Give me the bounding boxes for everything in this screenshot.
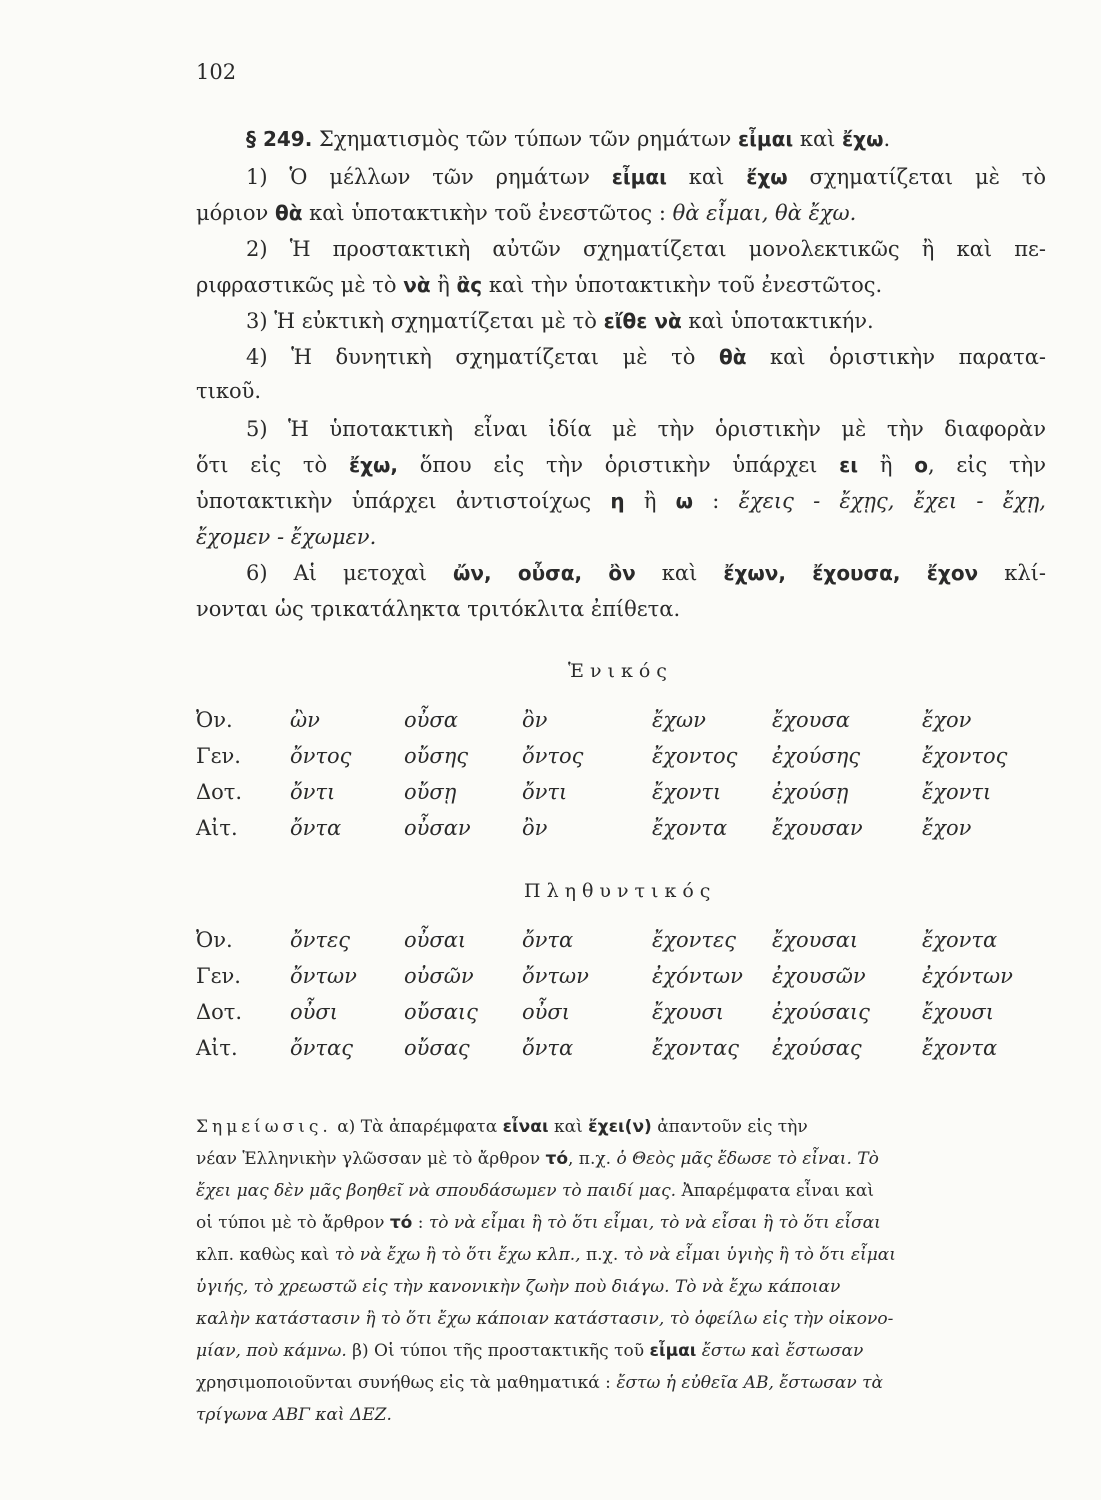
form-cell: ἔχοντες: [652, 928, 737, 952]
note-line-8: μίαν, ποὺ κάμνω. β) Οἱ τύποι τῆς προστακτικῆς τοῦ εἶμαι ἔστω καὶ ἔστωσαν: [196, 1341, 864, 1361]
case-label: Γεν.: [196, 964, 241, 988]
note-line-5: κλπ. καθὼς καὶ τὸ νὰ ἔχω ἢ τὸ ὅτι ἔχω κλπ., π.χ. τὸ νὰ εἶμαι ὑγιὴς ἢ τὸ ὅτι εἶμαι: [196, 1245, 896, 1265]
form-cell: οὔσαις: [404, 1000, 478, 1024]
case-label: Ὀν.: [196, 928, 233, 952]
form-cell: ὄντα: [522, 1036, 574, 1060]
paragraph-1-line-2: μόριον θὰ καὶ ὑποτακτικὴν τοῦ ἐνεστῶτος : θὰ εἶμαι, θὰ ἔχω.: [196, 201, 857, 225]
note-line-6: ὑγιής, τὸ χρεωστῶ εἰς τὴν κανονικὴν ζωὴν ποὺ διάγω. Τὸ νὰ ἔχω κάποιαν: [196, 1277, 841, 1297]
form-cell: ἐχούσας: [772, 1036, 862, 1060]
note-line-3: ἔχει μας δὲν μᾶς βοηθεῖ νὰ σπουδάσωμεν τὸ παιδί μας. Ἀπαρέμφατα εἶναι καὶ: [196, 1181, 875, 1201]
form-cell: οὐσῶν: [404, 964, 474, 988]
form-cell: ἔχοντος: [922, 744, 1008, 768]
paragraph-6-line-2: νονται ὡς τρικατάληκτα τριτόκλιτα ἐπίθετα.: [196, 597, 681, 621]
form-cell: ἔχοντα: [652, 816, 728, 840]
form-cell: ὄντος: [522, 744, 584, 768]
form-cell: ὂν: [522, 816, 548, 840]
form-cell: ἔχοντας: [652, 1036, 739, 1060]
paragraph-5-line-3: ὑποτακτικὴν ὑπάρχει ἀντιστοίχως η ἢ ω : ἔχεις - ἔχῃς, ἔχει - ἔχῃ,: [196, 489, 1046, 513]
form-cell: ὂν: [522, 708, 548, 732]
form-cell: ἔχοντος: [652, 744, 738, 768]
form-cell: ἔχοντι: [922, 780, 992, 804]
form-cell: ἐχόντων: [652, 964, 743, 988]
form-cell: ἐχούσῃ: [772, 780, 849, 804]
paragraph-2-line-2: ριφραστικῶς μὲ τὸ νὰ ἢ ἂς καὶ τὴν ὑποτακτικὴν τοῦ ἐνεστῶτος.: [196, 273, 883, 297]
form-cell: ἔχων: [652, 708, 706, 732]
paragraph-5-line-2: ὅτι εἰς τὸ ἔχω, ὅπου εἰς τὴν ὁριστικὴν ὑπάρχει ει ἢ ο, εἰς τὴν: [196, 453, 1047, 477]
form-cell: οὖσαν: [404, 816, 471, 840]
paragraph-2-line-1: 2) Ἡ προστακτικὴ αὐτῶν σχηματίζεται μονολεκτικῶς ἢ καὶ πε-: [246, 237, 1046, 261]
plural-title: Πληθυντικός: [524, 880, 717, 902]
form-cell: ἐχόντων: [922, 964, 1013, 988]
form-cell: οὔσας: [404, 1036, 470, 1060]
form-cell: οὔσης: [404, 744, 469, 768]
note-line-2: νέαν Ἑλληνικὴν γλῶσσαν μὲ τὸ ἄρθρον τό, π.χ. ὁ Θεὸς μᾶς ἔδωσε τὸ εἶναι. Τὸ: [196, 1149, 879, 1169]
form-cell: ἔχουσαν: [772, 816, 863, 840]
case-label: Ὀν.: [196, 708, 233, 732]
note-line-9: χρησιμοποιοῦνται συνήθως εἰς τὰ μαθηματικά : ἔστω ἡ εὐθεῖα ΑΒ, ἔστωσαν τὰ: [196, 1373, 883, 1393]
case-label: Αἰτ.: [196, 816, 238, 840]
form-cell: ὄντων: [290, 964, 357, 988]
paragraph-5-line-4: ἔχομεν - ἔχωμεν.: [196, 525, 377, 549]
form-cell: ἐχουσῶν: [772, 964, 866, 988]
form-cell: ἔχουσι: [922, 1000, 994, 1024]
form-cell: ἔχον: [922, 708, 972, 732]
form-cell: ὄντας: [290, 1036, 353, 1060]
section-heading: § 249. Σχηματισμὸς τῶν τύπων τῶν ρημάτων εἶμαι καὶ ἔχω.: [246, 127, 891, 151]
singular-title: Ἑνικός: [568, 660, 673, 682]
form-cell: ἐχούσαις: [772, 1000, 870, 1024]
form-cell: ὄντι: [522, 780, 568, 804]
form-cell: ὄντος: [290, 744, 352, 768]
paragraph-6-line-1: 6) Αἱ μετοχαὶ ὤν, οὖσα, ὂν καὶ ἔχων, ἔχουσα, ἔχον κλί-: [246, 561, 1046, 585]
form-cell: οὖσα: [404, 708, 458, 732]
page-number: 102: [196, 60, 237, 84]
case-label: Γεν.: [196, 744, 241, 768]
case-label: Δοτ.: [196, 780, 243, 804]
form-cell: οὖσαι: [404, 928, 467, 952]
paragraph-5-line-1: 5) Ἡ ὑποτακτικὴ εἶναι ἰδία μὲ τὴν ὁριστικὴν μὲ τὴν διαφορὰν: [246, 417, 1046, 441]
paragraph-3: 3) Ἡ εὐκτικὴ σχηματίζεται μὲ τὸ εἴθε νὰ καὶ ὑποτακτικήν.: [246, 309, 874, 333]
form-cell: ἔχοντα: [922, 1036, 998, 1060]
note-line-7: καλὴν κατάστασιν ἢ τὸ ὅτι ἔχω κάποιαν κατάστασιν, τὸ ὀφείλω εἰς τὴν οἰκονο-: [196, 1309, 894, 1329]
note-line-1: Σημείωσις. α) Τὰ ἀπαρέμφατα εἶναι καὶ ἔχει(ν) ἀπαντοῦν εἰς τὴν: [196, 1117, 808, 1137]
paragraph-4-line-2: τικοῦ.: [196, 379, 262, 403]
form-cell: ἔχουσι: [652, 1000, 724, 1024]
note-line-10: τρίγωνα ΑΒΓ καὶ ΔΕΖ.: [196, 1405, 392, 1425]
form-cell: ὄντα: [290, 816, 342, 840]
form-cell: ἐχούσης: [772, 744, 861, 768]
paragraph-1-line-1: 1) Ὁ μέλλων τῶν ρημάτων εἶμαι καὶ ἔχω σχηματίζεται μὲ τὸ: [246, 165, 1046, 189]
form-cell: ἔχοντα: [922, 928, 998, 952]
case-label: Αἰτ.: [196, 1036, 238, 1060]
form-cell: ἔχον: [922, 816, 972, 840]
paragraph-4-line-1: 4) Ἡ δυνητικὴ σχηματίζεται μὲ τὸ θὰ καὶ ὁριστικὴν παρατα-: [246, 345, 1046, 369]
form-cell: ὄντες: [290, 928, 351, 952]
case-label: Δοτ.: [196, 1000, 243, 1024]
form-cell: ἔχουσαι: [772, 928, 859, 952]
form-cell: ὄντων: [522, 964, 589, 988]
form-cell: ἔχοντι: [652, 780, 722, 804]
form-cell: οὔσῃ: [404, 780, 457, 804]
form-cell: ὄντα: [522, 928, 574, 952]
form-cell: ὄντι: [290, 780, 336, 804]
form-cell: ἔχουσα: [772, 708, 850, 732]
form-cell: οὖσι: [290, 1000, 338, 1024]
form-cell: οὖσι: [522, 1000, 570, 1024]
note-line-4: οἱ τύποι μὲ τὸ ἄρθρον τό : τὸ νὰ εἶμαι ἢ τὸ ὅτι εἶμαι, τὸ νὰ εἶσαι ἢ τὸ ὅτι εἶσαι: [196, 1213, 881, 1233]
form-cell: ὢν: [290, 708, 320, 732]
